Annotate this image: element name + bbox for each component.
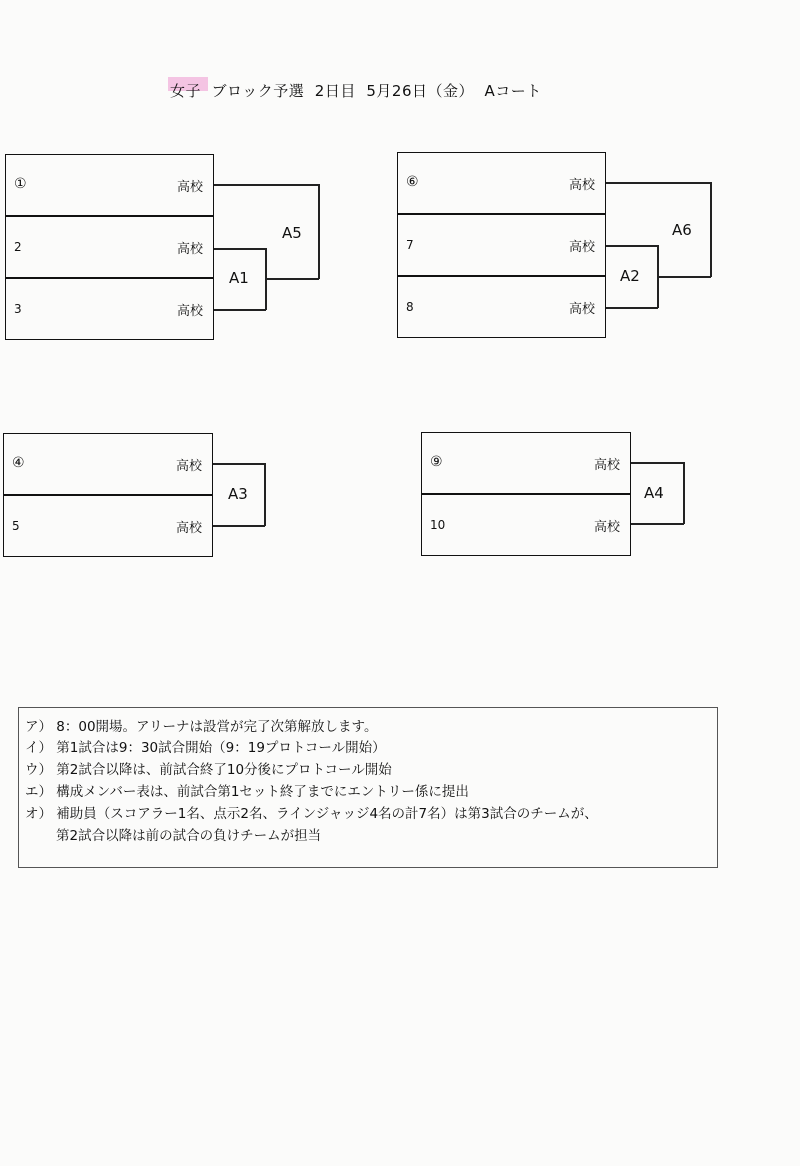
school-label: 高校 (568, 178, 595, 193)
school-label: 高校 (568, 240, 595, 255)
school-label: 高校 (568, 302, 595, 317)
school-label: 高校 (593, 458, 620, 473)
bracket-line (631, 523, 684, 525)
team-slot (421, 494, 631, 556)
bracket-line (318, 184, 320, 279)
team-number: ⑨ (430, 454, 443, 470)
team-slot (397, 276, 606, 338)
team-number: 2 (14, 240, 22, 254)
bracket-line (606, 182, 710, 184)
title-text: 女子 ブロック予選 2日目 5月26日（金） Aコート (170, 82, 542, 100)
note-line: ウ） 第2試合以降は、前試合終了10分後にプロトコール開始 (25, 762, 392, 778)
team-slot (3, 433, 213, 495)
team-number: 3 (14, 302, 22, 316)
team-number: ⑥ (406, 174, 419, 190)
bracket-line (214, 248, 266, 250)
school-label: 高校 (176, 242, 203, 257)
bracket-line (658, 276, 711, 278)
match-label: A3 (228, 485, 248, 503)
team-number: 8 (406, 300, 414, 314)
school-label: 高校 (176, 304, 203, 319)
team-slot (5, 154, 214, 216)
note-line: イ） 第1試合は9：30試合開始（9：19プロトコール開始） (25, 740, 386, 756)
bracket-line (213, 525, 265, 527)
bracket-line (266, 278, 319, 280)
match-label: A2 (620, 267, 640, 285)
school-label: 高校 (175, 521, 202, 536)
bracket-line (606, 245, 658, 247)
note-line: ア） 8：00開場。アリーナは設営が完了次第解放します。 (25, 719, 378, 735)
team-number: ① (14, 176, 27, 192)
bracket-line (710, 182, 712, 277)
bracket-line (606, 307, 658, 309)
team-slot (5, 216, 214, 278)
team-number: 10 (430, 518, 446, 532)
bracket-line (213, 463, 265, 465)
bracket-line (631, 462, 684, 464)
team-slot (397, 214, 606, 276)
team-number: 5 (12, 519, 20, 533)
bracket-line (214, 309, 266, 311)
bracket-line (214, 184, 318, 186)
team-slot (5, 278, 214, 340)
team-slot (421, 432, 631, 494)
bracket-line (264, 463, 266, 526)
school-label: 高校 (175, 459, 202, 474)
note-line: オ） 補助員（スコアラー1名、点示2名、ラインジャッジ4名の計7名）は第3試合のチームが、 (25, 806, 598, 822)
team-number: 7 (406, 238, 414, 252)
school-label: 高校 (176, 180, 203, 195)
notes-box (18, 707, 718, 868)
note-line: エ） 構成メンバー表は、前試合第1セット終了までにエントリー係に提出 (25, 784, 469, 800)
team-slot (397, 152, 606, 214)
match-label: A4 (644, 484, 664, 502)
note-line: 第2試合以降は前の試合の負けチームが担当 (56, 828, 322, 844)
match-label: A1 (229, 269, 249, 287)
team-slot (3, 495, 213, 557)
match-label: A6 (672, 221, 692, 239)
match-label: A5 (282, 224, 302, 242)
bracket-line (683, 462, 685, 524)
team-number: ④ (12, 455, 25, 471)
school-label: 高校 (593, 520, 620, 535)
